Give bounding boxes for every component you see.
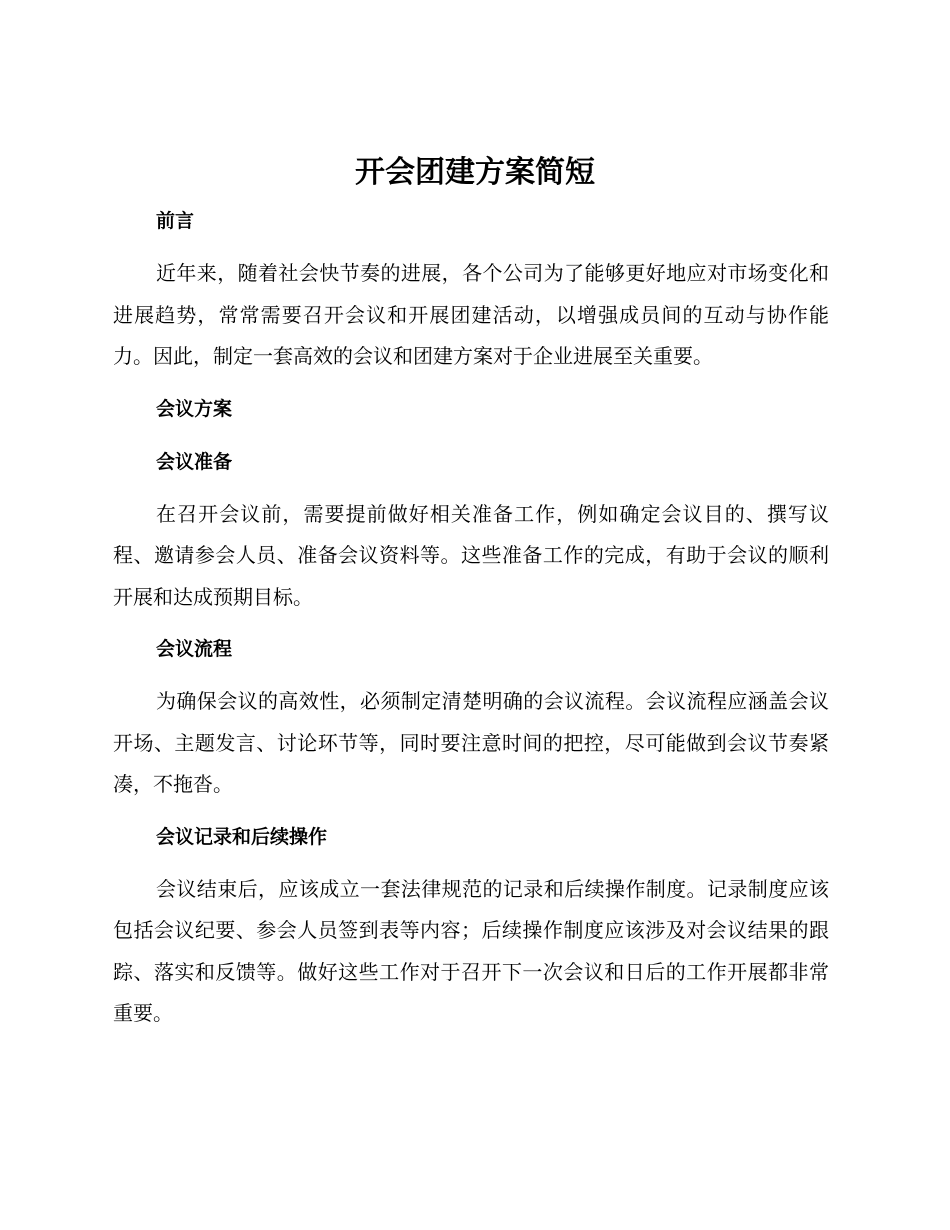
paragraph-preface: 近年来，随着社会快节奏的进展，各个公司为了能够更好地应对市场变化和进展趋势，常常需要召开会议和开展团建活动，以增强成员间的互动与协作能力。因此，制定一套高效的会议和团建方案对于企业进展至关重要。 (113, 261, 829, 368)
section-heading-meeting-plan: 会议方案 (156, 397, 233, 420)
paragraph-meeting-process: 为确保会议的高效性，必须制定清楚明确的会议流程。会议流程应涵盖会议开场、主题发言、讨论环节等，同时要注意时间的把控，尽可能做到会议节奏紧凑，不拖沓。 (113, 689, 829, 796)
section-heading-meeting-records: 会议记录和后续操作 (156, 825, 328, 848)
section-heading-meeting-process: 会议流程 (156, 638, 233, 660)
paragraph-meeting-preparation: 在召开会议前，需要提前做好相关准备工作，例如确定会议目的、撰写议程、邀请参会人员、准备会议资料等。这些准备工作的完成，有助于会议的顺利开展和达成预期目标。 (113, 501, 829, 609)
document-title: 开会团建方案简短 (355, 155, 595, 190)
section-heading-meeting-preparation: 会议准备 (156, 450, 233, 473)
paragraph-meeting-records: 会议结束后，应该成立一套法律规范的记录和后续操作制度。记录制度应该包括会议纪要、参会人员签到表等内容；后续操作制度应该涉及对会议结果的跟踪、落实和反馈等。做好这些工作对于召开下一次会议和日后的工作开展都非常重要。 (113, 876, 829, 1025)
document-body (113, 203, 829, 1035)
section-heading-preface: 前言 (156, 210, 195, 232)
